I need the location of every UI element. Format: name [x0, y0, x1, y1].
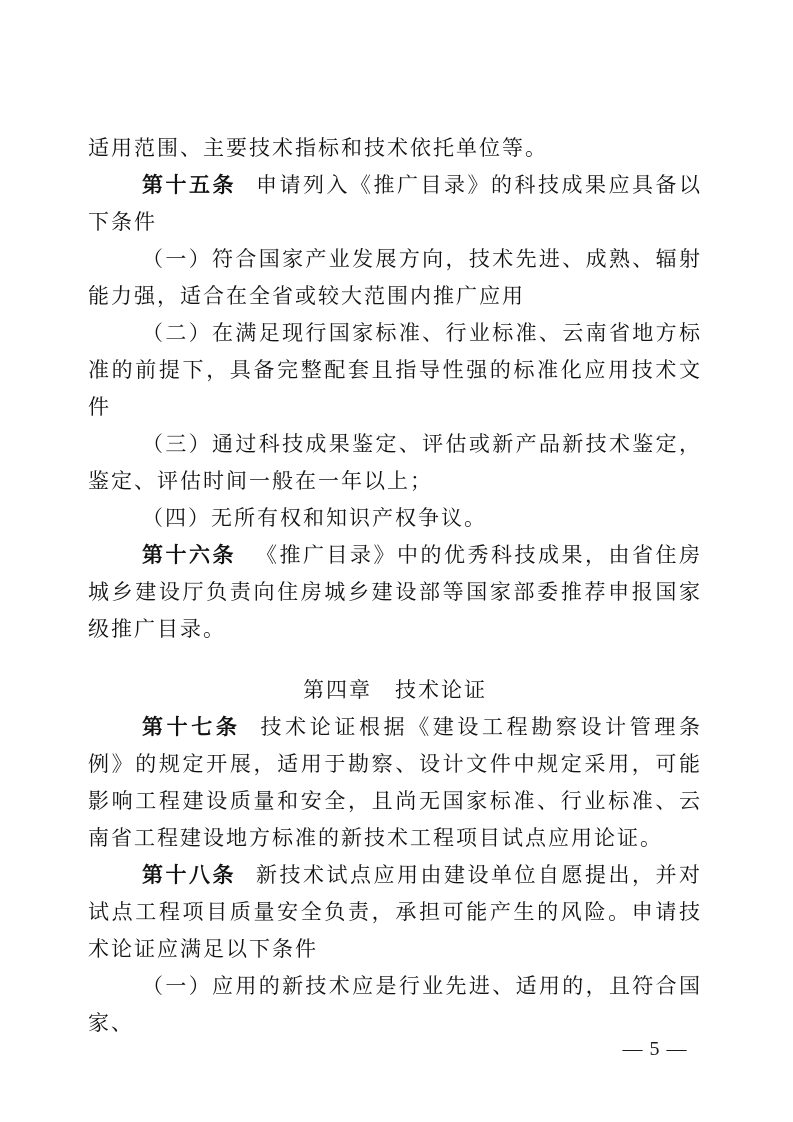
paragraph	[88, 500, 702, 537]
paragraph	[88, 968, 702, 1042]
paragraph-text: 新技术试点应用由建设单位自愿提出，并对试点工程项目质量安全负责，承担可能产生的风险。申请技术论证应满足以下条件	[88, 864, 702, 961]
paragraph-text: （四）无所有权和知识产权争议。	[142, 507, 487, 530]
paragraph-text: （一）应用的新技术应是行业先进、适用的，且符合国家、	[88, 975, 702, 1035]
paragraph-text: （二）在满足现行国家标准、行业标准、云南省地方标准的前提下，具备完整配套且指导性强的标准化应用技术文件	[88, 322, 702, 419]
paragraph	[88, 241, 702, 315]
page-number: — 5 —	[622, 1038, 688, 1060]
paragraph-text: 第四章 技术论证	[303, 679, 487, 702]
paragraph-text: （一）符合国家产业发展方向，技术先进、成熟、辐射能力强，适合在全省或较大范围内推广应用	[88, 248, 702, 308]
paragraph-text: 适用范围、主要技术指标和技术依托单位等。	[88, 137, 548, 160]
article-number: 第十五条	[142, 174, 236, 197]
paragraph-text: 《推广目录》中的优秀科技成果，由省住房城乡建设厅负责向住房城乡建设部等国家部委推荐申报国家级推广目录。	[88, 544, 702, 641]
paragraph-text: 申请列入《推广目录》的科技成果应具备以下条件	[88, 174, 702, 234]
paragraph	[88, 426, 702, 500]
article-number: 第十六条	[142, 544, 236, 567]
paragraph	[88, 537, 702, 648]
paragraph	[88, 709, 702, 857]
paragraph-text: （三）通过科技成果鉴定、评估或新产品新技术鉴定，鉴定、评估时间一般在一年以上；	[88, 433, 702, 493]
paragraph	[88, 167, 702, 241]
paragraph	[88, 857, 702, 968]
article-number: 第十八条	[142, 864, 236, 887]
article-number: 第十七条	[142, 716, 241, 739]
paragraph-text: 技术论证根据《建设工程勘察设计管理条例》的规定开展，适用于勘察、设计文件中规定采用，可能影响工程建设质量和安全，且尚无国家标准、行业标准、云南省工程建设地方标准的新技术工程项目试点应用论证。	[88, 716, 703, 850]
paragraph	[88, 130, 702, 167]
paragraph	[88, 672, 702, 709]
paragraph	[88, 315, 702, 426]
document-body	[88, 130, 702, 1042]
